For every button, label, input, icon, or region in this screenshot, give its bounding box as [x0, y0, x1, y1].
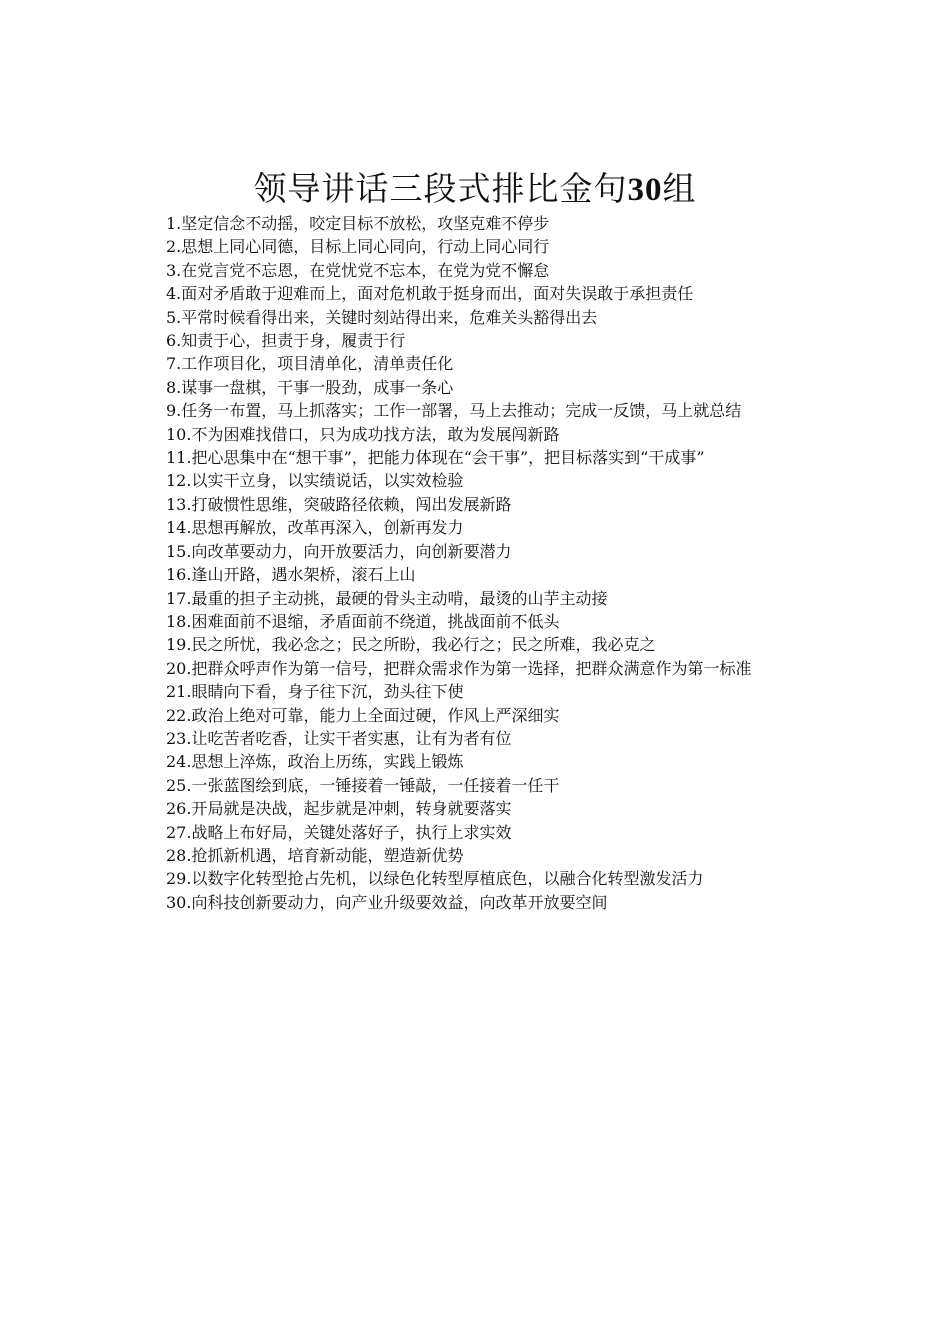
list-item: 20.把群众呼声作为第一信号，把群众需求作为第一选择，把群众满意作为第一标准	[166, 658, 752, 678]
list-item: 17.最重的担子主动挑，最硬的骨头主动啃，最烫的山芋主动接	[166, 588, 608, 608]
list-item: 22.政治上绝对可靠，能力上全面过硬，作风上严深细实	[166, 705, 560, 725]
list-item: 25.一张蓝图绘到底，一锤接着一锤敲，一任接着一任干	[166, 775, 560, 795]
list-item: 21.眼睛向下看，身子往下沉，劲头往下使	[166, 682, 464, 702]
list-item: 13.打破惯性思维，突破路径依赖，闯出发展新路	[166, 494, 512, 514]
page-title	[0, 166, 950, 213]
list-item: 30.向科技创新要动力，向产业升级要效益，向改革开放要空间	[166, 892, 608, 912]
list-item: 3.在党言党不忘恩，在党忧党不忘本，在党为党不懈怠	[166, 260, 550, 280]
list-item: 12.以实干立身，以实绩说话，以实效检验	[166, 471, 464, 491]
list-item: 24.思想上淬炼，政治上历练，实践上锻炼	[166, 752, 464, 772]
list-item: 29.以数字化转型抢占先机，以绿色化转型厚植底色，以融合化转型激发活力	[166, 869, 704, 889]
list-item: 1.坚定信念不动摇，咬定目标不放松，攻坚克难不停步	[166, 214, 550, 233]
list-item: 6.知责于心，担责于身，履责于行	[166, 331, 406, 351]
title-text: 领导讲话三段式排比金句	[253, 169, 628, 208]
list-item: 2.思想上同心同德，目标上同心同向，行动上同心同行	[166, 237, 550, 257]
list-item: 4.面对矛盾敢于迎难而上，面对危机敢于挺身而出，面对失误敢于承担责任	[166, 284, 694, 304]
list-item: 10.不为困难找借口，只为成功找方法，敢为发展闯新路	[166, 424, 560, 444]
slogan-list	[128, 212, 836, 914]
list-item: 28.抢抓新机遇，培育新动能，塑造新优势	[166, 845, 464, 865]
list-item: 15.向改革要动力，向开放要活力，向创新要潜力	[166, 541, 512, 561]
list-item: 5.平常时候看得出来，关键时刻站得出来，危难关头豁得出去	[166, 307, 598, 327]
list-item: 27.战略上布好局，关键处落好子，执行上求实效	[166, 822, 512, 842]
list-item: 16.逢山开路，遇水架桥，滚石上山	[166, 565, 416, 585]
list-item: 8.谋事一盘棋，干事一股劲，成事一条心	[166, 377, 454, 397]
list-item: 23.让吃苦者吃香，让实干者实惠，让有为者有位	[166, 728, 512, 748]
list-item: 26.开局就是决战，起步就是冲刺，转身就要落实	[166, 799, 512, 819]
list-item: 18.困难面前不退缩，矛盾面前不绕道，挑战面前不低头	[166, 611, 560, 631]
title-suffix: 组	[662, 169, 697, 208]
list-item: 14.思想再解放，改革再深入，创新再发力	[166, 518, 464, 538]
list-item: 19.民之所忧，我必念之；民之所盼，我必行之；民之所难，我必克之	[166, 635, 656, 655]
title-number: 30	[627, 172, 663, 208]
list-item: 7.工作项目化，项目清单化，清单责任化	[166, 354, 454, 374]
list-item: 11.把心思集中在“想干事”，把能力体现在“会干事”，把目标落实到“干成事”	[166, 448, 705, 468]
list-item: 9.任务一布置，马上抓落实；工作一部署，马上去推动；完成一反馈，马上就总结	[166, 401, 742, 421]
